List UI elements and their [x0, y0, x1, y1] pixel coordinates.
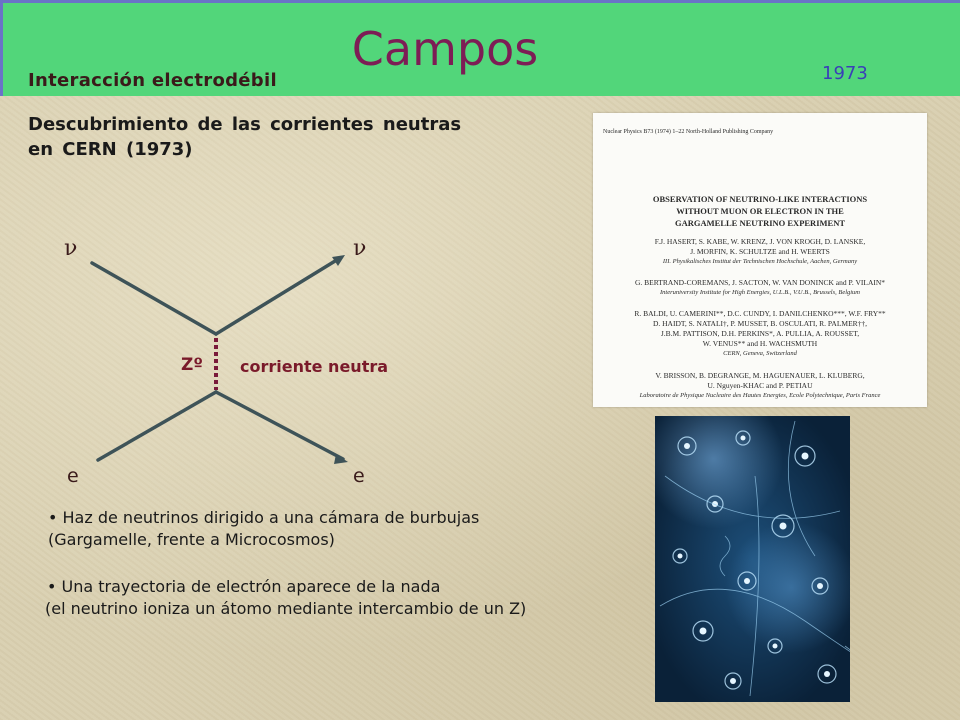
paper-title: [593, 193, 927, 229]
incoming-electron-line: [98, 392, 216, 460]
outgoing-electron-arrowhead: [334, 454, 348, 464]
electron-right-symbol: e: [353, 465, 365, 487]
neutrino-right-symbol: ν: [353, 236, 367, 261]
author-group-4: [593, 371, 927, 401]
incoming-neutrino-line: [92, 263, 216, 334]
bubble-chamber-tracks: [655, 416, 850, 702]
bullet-2-line-1: • Una trayectoria de electrón aparece de la nada: [47, 577, 441, 596]
author-line: J.B.M. PATTISON, D.H. PERKINS*, A. PULLIA, A. ROUSSET,: [660, 329, 860, 338]
bullet-item-2: [45, 576, 526, 620]
author-line: F.J. HASERT, S. KABE, W. KRENZ, J. VON KROGH, D. LANSKE,: [654, 237, 866, 246]
heading-line-1: Descubrimiento de las corrientes neutras: [28, 114, 462, 135]
author-line: W. VENUS** and H. WACHSMUTH: [702, 339, 818, 348]
neutral-current-label: corriente neutra: [240, 357, 389, 376]
author-line: R. BALDI, U. CAMERINI**, D.C. CUNDY, I. DANILCHENKO***, W.F. FRY**: [634, 309, 886, 318]
paper-journal-line: Nuclear Physics B73 (1974) 1–22 North-Holland Publishing Company: [603, 129, 774, 135]
outgoing-electron-line: [216, 392, 343, 459]
electron-left-symbol: e: [67, 465, 79, 487]
heading-line-2: en CERN (1973): [28, 139, 193, 160]
outgoing-neutrino-line: [216, 258, 340, 334]
z-boson-label: Zº: [181, 355, 203, 375]
author-line: G. BERTRAND-COREMANS, J. SACTON, W. VAN DONINCK and P. VILAIN*: [634, 278, 886, 287]
paper-abstract-image: [593, 113, 927, 407]
bullet-2-line-2: (el neutrino ioniza un átomo mediante intercambio de un Z): [45, 599, 527, 618]
author-group-2: [593, 278, 927, 298]
institute-line: CERN, Geneva, Switzerland: [723, 350, 797, 357]
year-label: 1973: [822, 63, 868, 84]
institute-line: III. Physikalisches Institut der Technischen Hochschule, Aachen, Germany: [662, 258, 858, 265]
author-group-1: [593, 237, 927, 267]
paper-title-line: WITHOUT MUON OR ELECTRON IN THE: [676, 206, 844, 216]
author-line: U. Nguyen-KHAC and P. PETIAU: [707, 381, 813, 390]
bullet-1-line-1: • Haz de neutrinos dirigido a una cámara de burbujas: [48, 508, 480, 527]
neutrino-left-symbol: ν: [64, 236, 78, 261]
slide-title: Campos: [351, 22, 539, 76]
paper-title-line: GARGAMELLE NEUTRINO EXPERIMENT: [674, 218, 846, 228]
paper-title-line: OBSERVATION OF NEUTRINO-LIKE INTERACTIONS: [652, 194, 868, 204]
author-line: J. MORFIN, K. SCHULTZE and H. WEERTS: [690, 247, 830, 256]
institute-line: Interuniversity Institute for High Energies, U.L.B., V.U.B., Brussels, Belgium: [659, 289, 861, 296]
institute-line: Laboratoire de Physique Nucleaire des Hautes Energies, Ecole Polytechnique, Paris France: [639, 392, 881, 399]
bubble-chamber-photo: [655, 416, 850, 702]
bullet-1-line-2: (Gargamelle, frente a Microcosmos): [48, 530, 335, 549]
author-line: D. HAIDT, S. NATALI†, P. MUSSET, B. OSCULATI, R. PALMER††,: [652, 319, 868, 328]
author-group-3: [593, 309, 927, 359]
author-line: V. BRISSON, B. DEGRANGE, M. HAGUENAUER, L. KLUBERG,: [655, 371, 865, 380]
bullet-item-1: [48, 507, 479, 551]
slide-subtitle: Interacción electrodébil: [28, 70, 277, 91]
